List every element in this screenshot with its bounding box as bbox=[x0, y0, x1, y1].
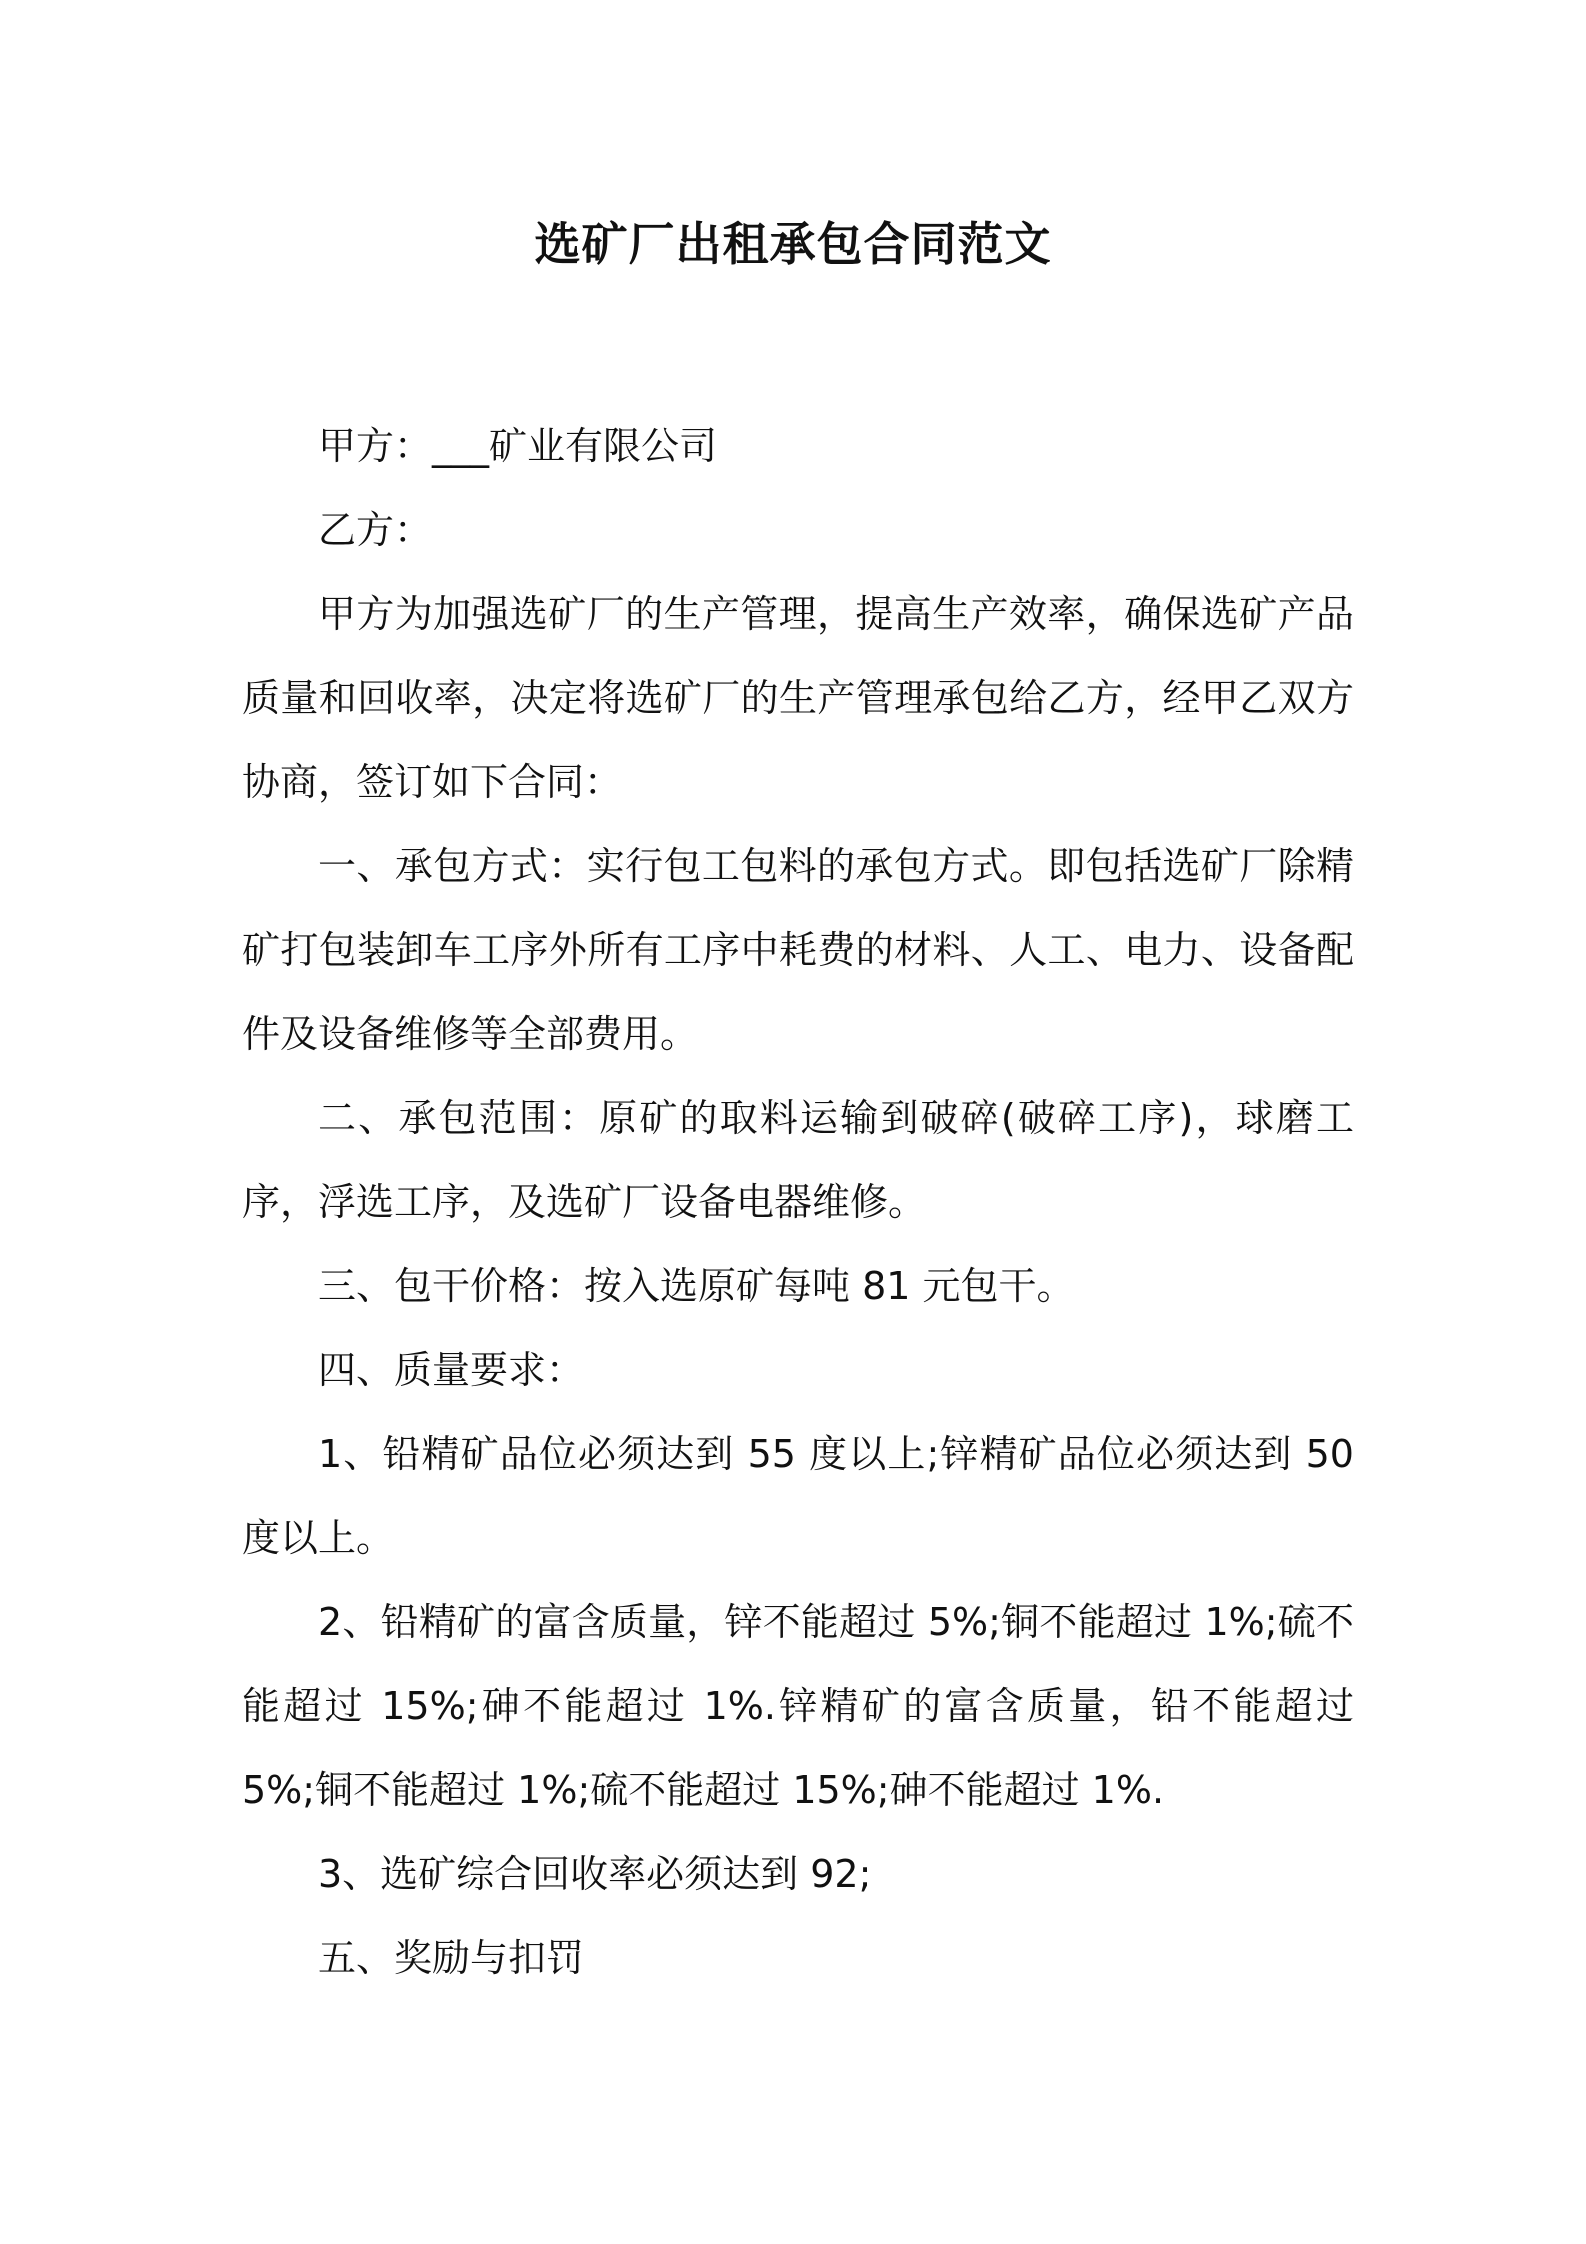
intro-paragraph: 甲方为加强选矿厂的生产管理，提高生产效率，确保选矿产品质量和回收率，决定将选矿厂的生产管理承包给乙方，经甲乙双方协商，签订如下合同： bbox=[242, 592, 1354, 804]
document-title: 选矿厂出租承包合同范文 bbox=[534, 217, 1052, 271]
clause-rewards-penalties: 五、奖励与扣罚 bbox=[318, 1936, 585, 1980]
clause-quality-requirements: 四、质量要求： bbox=[318, 1348, 585, 1392]
document-body bbox=[242, 404, 1354, 2000]
quality-item-2: 2、铅精矿的富含质量，锌不能超过 5%;铜不能超过 1%;硫不能超过 15%;砷不能超过 1%.锌精矿的富含质量，铅不能超过 5%;铜不能超过 1%;硫不能超过 15%;砷不能超过 1%. bbox=[242, 1600, 1354, 1812]
clause-contract-scope: 二、承包范围：原矿的取料运输到破碎(破碎工序)，球磨工序，浮选工序，及选矿厂设备电器维修。 bbox=[242, 1096, 1354, 1224]
quality-item-1: 1、铅精矿品位必须达到 55 度以上;锌精矿品位必须达到 50 度以上。 bbox=[242, 1432, 1354, 1560]
quality-item-3: 3、选矿综合回收率必须达到 92; bbox=[318, 1852, 872, 1896]
clause-fixed-price: 三、包干价格：按入选原矿每吨 81 元包干。 bbox=[318, 1264, 1075, 1308]
clause-contract-method: 一、承包方式：实行包工包料的承包方式。即包括选矿厂除精矿打包装卸车工序外所有工序中耗费的材料、人工、电力、设备配件及设备维修等全部费用。 bbox=[242, 844, 1354, 1056]
party-a-line: 甲方：___矿业有限公司 bbox=[318, 424, 718, 468]
party-b-line: 乙方： bbox=[318, 508, 433, 552]
